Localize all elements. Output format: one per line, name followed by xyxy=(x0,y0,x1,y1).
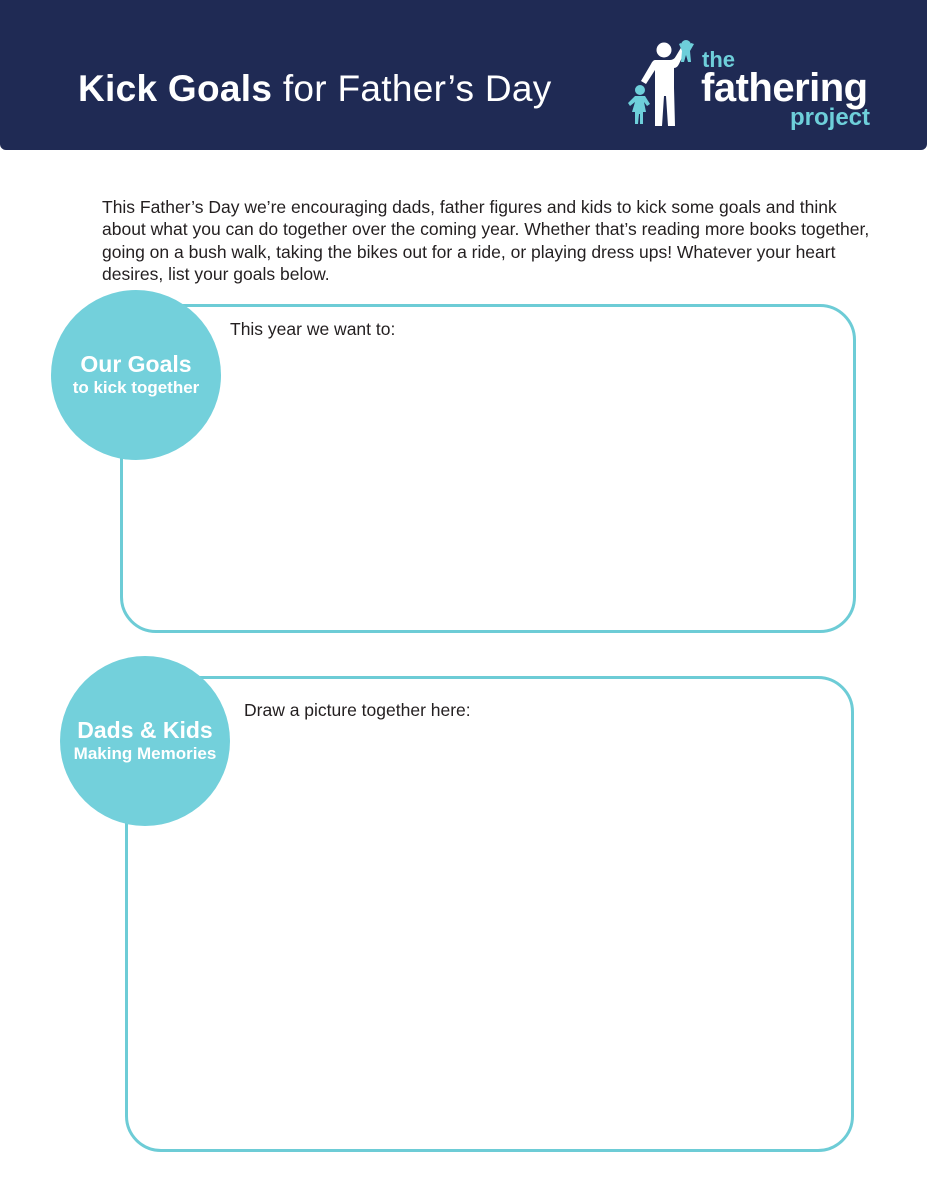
drawing-prompt: Draw a picture together here: xyxy=(244,700,471,720)
drawing-box[interactable] xyxy=(125,676,854,1152)
goals-circle-badge xyxy=(51,290,221,460)
logo-text-project: project xyxy=(790,104,871,131)
page-title xyxy=(78,66,552,112)
memories-circle-badge xyxy=(60,656,230,826)
logo-text-fathering: fathering xyxy=(701,66,868,110)
logo-text-the: the xyxy=(702,47,735,72)
page-title-bold: Kick Goals xyxy=(78,68,273,109)
goals-writing-box[interactable] xyxy=(120,304,856,633)
memories-circle-title: Dads & Kids xyxy=(77,717,213,743)
goals-circle-title: Our Goals xyxy=(80,351,192,377)
fathering-project-logo xyxy=(624,38,894,134)
page-title-rest: for Father’s Day xyxy=(272,68,552,109)
header-banner xyxy=(0,0,927,150)
goals-circle-subtitle: to kick together xyxy=(72,378,200,397)
goals-prompt: This year we want to: xyxy=(230,319,396,339)
memories-circle-subtitle: Making Memories xyxy=(73,744,217,763)
intro-paragraph: This Father’s Day we’re encouraging dads, father figures and kids to kick some goals and think about what you can do together over the coming year. Whether that’s reading more books together, going on a bush walk, taking the bikes out for a ride, or playing dress ups! Whatever your heart desires, list your goals below. xyxy=(102,196,870,284)
father-and-children-icon xyxy=(624,38,704,130)
